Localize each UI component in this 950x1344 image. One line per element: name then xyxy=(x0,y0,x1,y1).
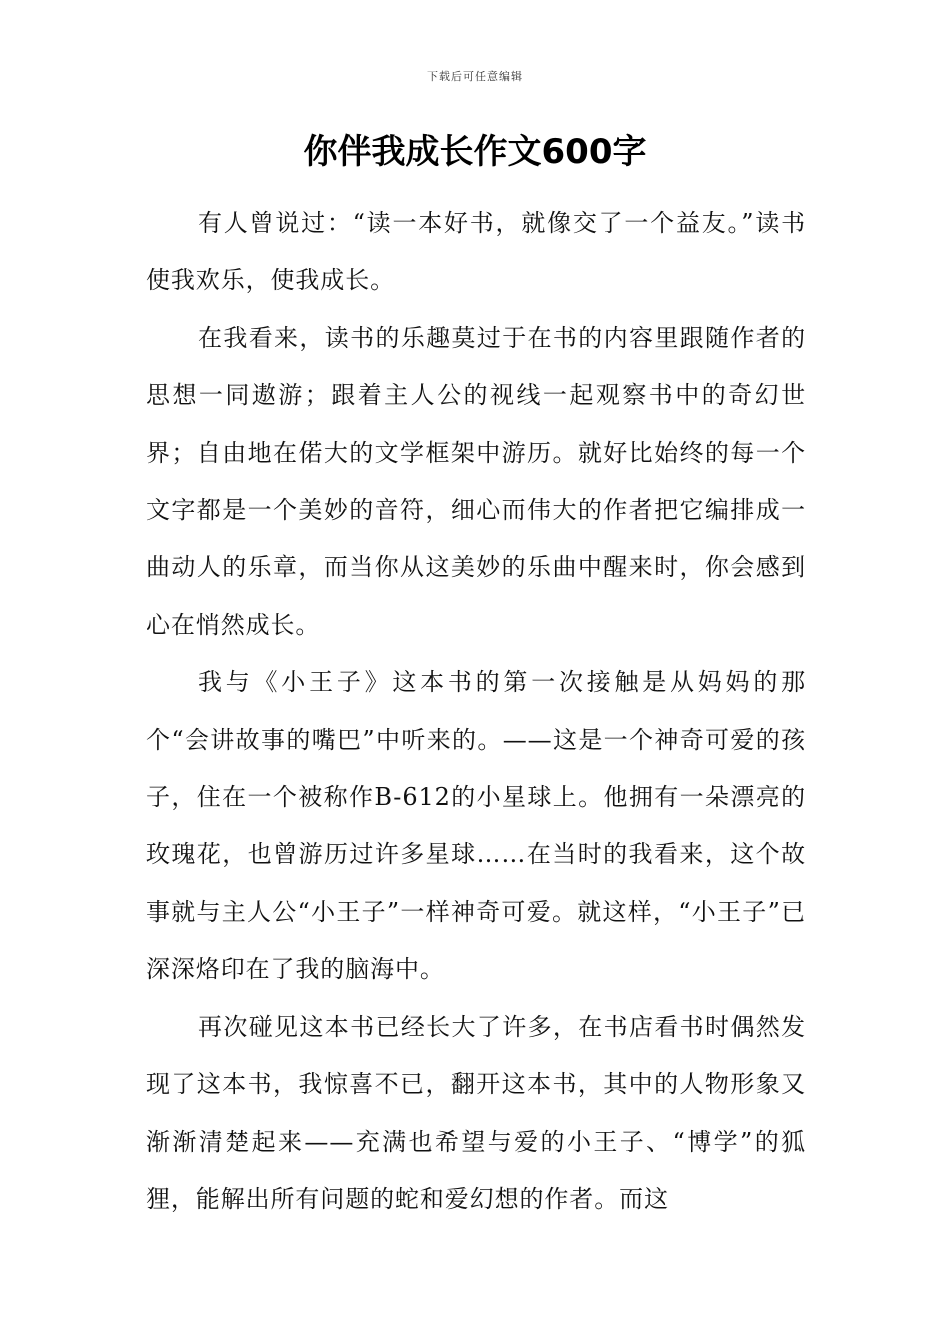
document-body xyxy=(146,195,806,1228)
paragraph: 有人曾说过：“读一本好书，就像交了一个益友。”读书使我欢乐，使我成长。 xyxy=(146,209,806,295)
paragraph: 再次碰见这本书已经长大了许多，在书店看书时偶然发现了这本书，我惊喜不已，翻开这本书，其中的人物形象又渐渐清楚起来——充满也希望与爱的小王子、“博学”的狐狸，能解出所有问题的蛇和爱幻想的作者。而这 xyxy=(146,1012,806,1213)
paragraph: 在我看来，读书的乐趣莫过于在书的内容里跟随作者的思想一同遨游；跟着主人公的视线一起观察书中的奇幻世界；自由地在偌大的文学框架中游历。就好比始终的每一个文字都是一个美妙的音符，细心而伟大的作者把它编排成一曲动人的乐章，而当你从这美妙的乐曲中醒来时，你会感到心在悄然成长。 xyxy=(146,323,806,639)
document-title: 你伴我成长作文600字 xyxy=(303,132,647,172)
paragraph: 我与《小王子》这本书的第一次接触是从妈妈的那个“会讲故事的嘴巴”中听来的。——这是一个神奇可爱的孩子，住在一个被称作B-612的小星球上。他拥有一朵漂亮的玫瑰花，也曾游历过许多星球……在当时的我看来，这个故事就与主人公“小王子”一样神奇可爱。就这样，“小王子”已深深烙印在了我的脑海中。 xyxy=(146,668,806,984)
header-note: 下载后可任意编辑 xyxy=(427,70,523,83)
